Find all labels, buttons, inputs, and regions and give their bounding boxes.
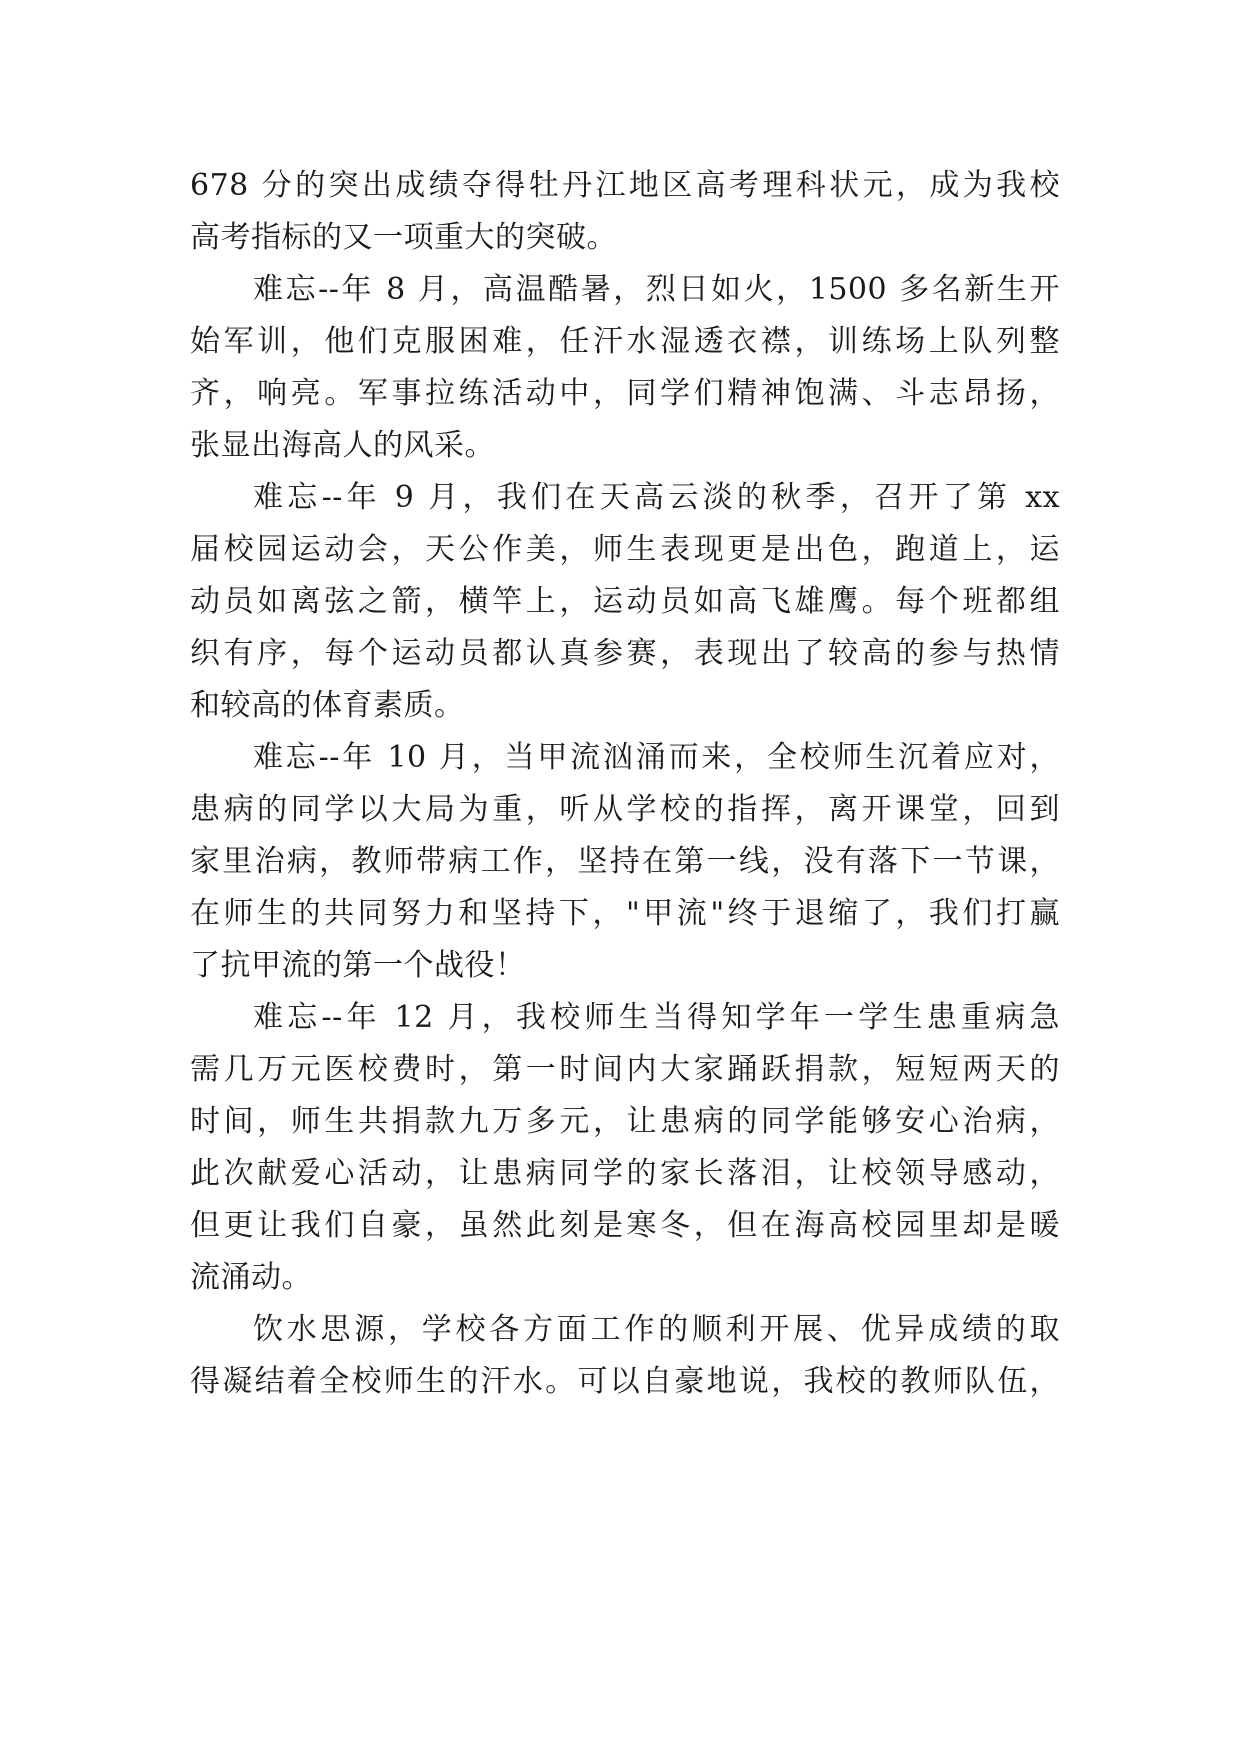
text-line: 得凝结着全校师生的汗水。可以自豪地说，我校的教师队伍， — [190, 1364, 1060, 1399]
text-line: 家里治病，教师带病工作，坚持在第一线，没有落下一节课， — [190, 844, 1060, 879]
text-line: 了抗甲流的第一个战役！ — [190, 948, 526, 983]
text-line: 张显出海高人的风采。 — [190, 428, 495, 463]
text-line: 高考指标的又一项重大的突破。 — [190, 220, 617, 255]
text-line: 齐，响亮。军事拉练活动中，同学们精神饱满、斗志昂扬， — [190, 376, 1060, 411]
paragraph-start-line: 难忘--年 8 月，高温酷暑，烈日如火，1500 多名新生开 — [253, 272, 1060, 307]
text-line: 流涌动。 — [190, 1260, 312, 1295]
text-line: 动员如离弦之箭，横竿上，运动员如高飞雄鹰。每个班都组 — [190, 584, 1060, 619]
paragraph-start-line: 难忘--年 10 月，当甲流汹涌而来，全校师生沉着应对， — [253, 740, 1060, 775]
text-line: 在师生的共同努力和坚持下，"甲流"终于退缩了，我们打赢 — [190, 896, 1060, 931]
paragraph-start-line: 难忘--年 9 月，我们在天高云淡的秋季，召开了第 xx — [253, 480, 1060, 515]
text-line: 需几万元医校费时，第一时间内大家踊跃捐款，短短两天的 — [190, 1052, 1060, 1087]
text-line: 织有序，每个运动员都认真参赛，表现出了较高的参与热情 — [190, 636, 1060, 671]
text-line: 此次献爱心活动，让患病同学的家长落泪，让校领导感动， — [190, 1156, 1060, 1191]
text-line: 时间，师生共捐款九万多元，让患病的同学能够安心治病， — [190, 1104, 1060, 1139]
text-line: 患病的同学以大局为重，听从学校的指挥，离开课堂，回到 — [190, 792, 1060, 827]
text-line: 但更让我们自豪，虽然此刻是寒冬，但在海高校园里却是暖 — [190, 1208, 1060, 1243]
paragraph-start-line: 饮水思源，学校各方面工作的顺利开展、优异成绩的取 — [253, 1312, 1060, 1347]
paragraph-start-line: 难忘--年 12 月，我校师生当得知学年一学生患重病急 — [253, 1000, 1060, 1035]
text-line: 届校园运动会，天公作美，师生表现更是出色，跑道上，运 — [190, 532, 1060, 567]
text-line: 和较高的体育素质。 — [190, 688, 465, 723]
body-text — [190, 160, 1060, 1408]
text-line: 始军训，他们克服困难，任汗水湿透衣襟，训练场上队列整 — [190, 324, 1060, 359]
text-line: 678 分的突出成绩夺得牡丹江地区高考理科状元，成为我校 — [190, 168, 1060, 203]
